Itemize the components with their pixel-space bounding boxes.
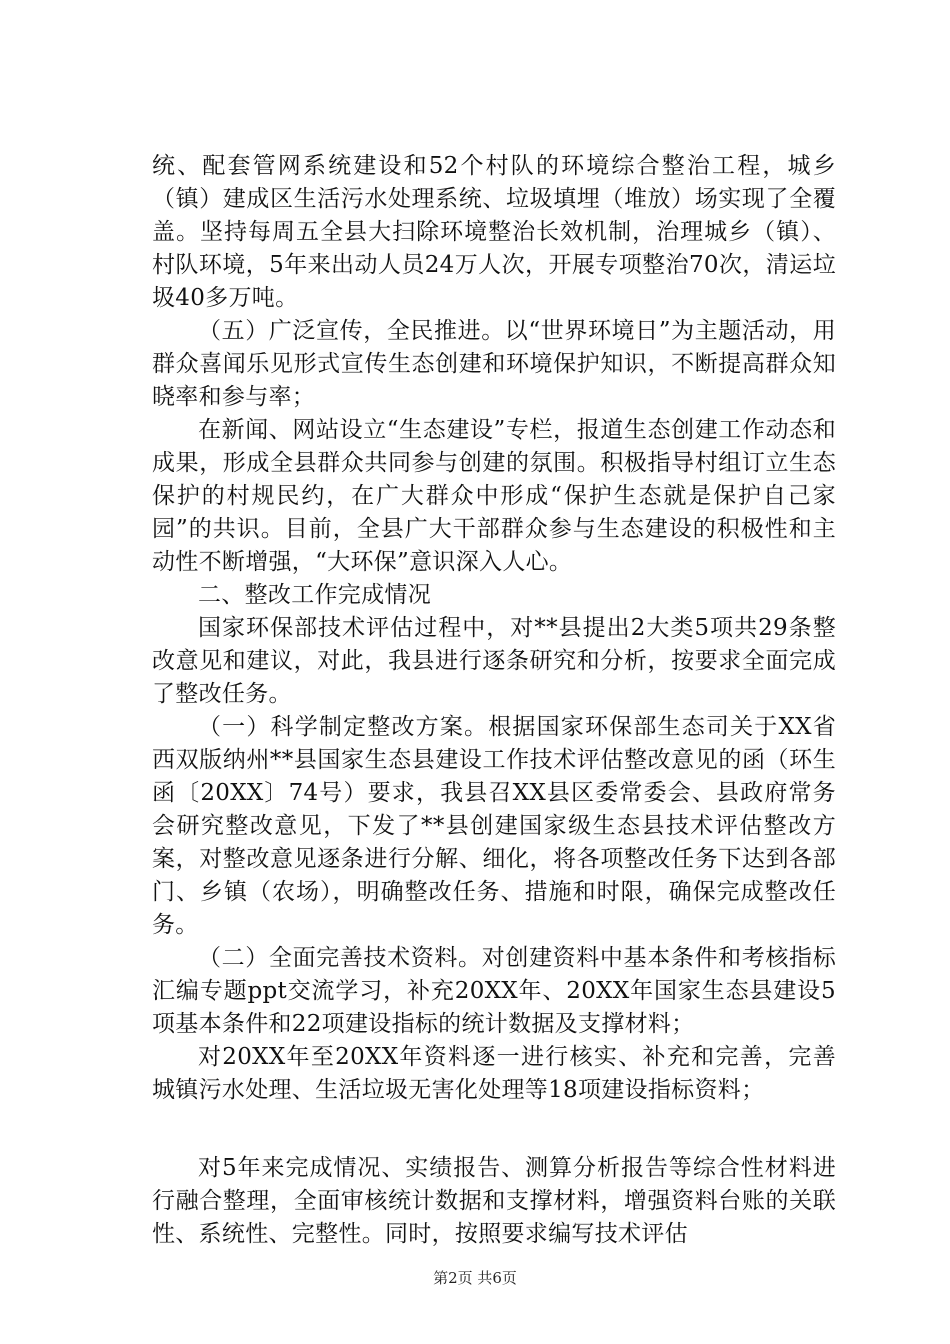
paragraph-item-two: （二）全面完善技术资料。对创建资料中基本条件和考核指标汇编专题ppt交流学习，补充20XX年、20XX年国家生态县建设5项基本条件和22项建设指标的统计数据及支撑材料； [152, 945, 836, 1037]
paragraph-item-one: （一）科学制定整改方案。根据国家环保部生态司关于XX省西双版纳州**县国家生态县建设工作技术评估整改意见的函（环生函〔20XX〕74号）要求，我县召XX县区委常委会、县政府常务会研究整改意见，下发了**县创建国家级生态县技术评估整改方案，对整改意见逐条进行分解、细化，将各项整改任务下达到各部门、乡镇（农场），明确整改任务、措施和时限，确保完成整改任务。 [152, 714, 836, 938]
paragraph-materials-integration: 对5年来完成情况、实绩报告、测算分析报告等综合性材料进行融合整理，全面审核统计数据和支撑材料，增强资料台账的关联性、系统性、完整性。同时，按照要求编写技术评估 [152, 1155, 836, 1247]
paragraph-rectification-intro: 国家环保部技术评估过程中，对**县提出2大类5项共29条整改意见和建议，对此，我县进行逐条研究和分析，按要求全面完成了整改任务。 [152, 615, 836, 707]
paragraph-continued: 统、配套管网系统建设和52个村队的环境综合整治工程，城乡（镇）建成区生活污水处理系统、垃圾填埋（堆放）场实现了全覆盖。坚持每周五全县大扫除环境整治长效机制，治理城乡（镇）、村队环境，5年来出动人员24万人次，开展专项整治70次，清运垃圾40多万吨。 [152, 153, 836, 311]
section-heading-rectification: 二、整改工作完成情况 [198, 582, 431, 608]
page-number-footer: 第2页 共6页 [433, 1269, 517, 1287]
paragraph-gap [152, 1107, 836, 1152]
paragraph-data-verification: 对20XX年至20XX年资料逐一进行核实、补充和完善，完善城镇污水处理、生活垃圾无害化处理等18项建设指标资料； [152, 1044, 836, 1103]
document-body [152, 150, 836, 1251]
paragraph-publicity: 在新闻、网站设立“生态建设”专栏，报道生态创建工作动态和成果，形成全县群众共同参与创建的氛围。积极指导村组订立生态保护的村规民约，在广大群众中形成“保护生态就是保护自己家园”的共识。目前，全县广大干部群众参与生态建设的积极性和主动性不断增强，“大环保”意识深入人心。 [152, 417, 836, 575]
paragraph-section-five: （五）广泛宣传，全民推进。以“世界环境日”为主题活动，用群众喜闻乐见形式宣传生态创建和环境保护知识，不断提高群众知晓率和参与率； [152, 318, 836, 410]
